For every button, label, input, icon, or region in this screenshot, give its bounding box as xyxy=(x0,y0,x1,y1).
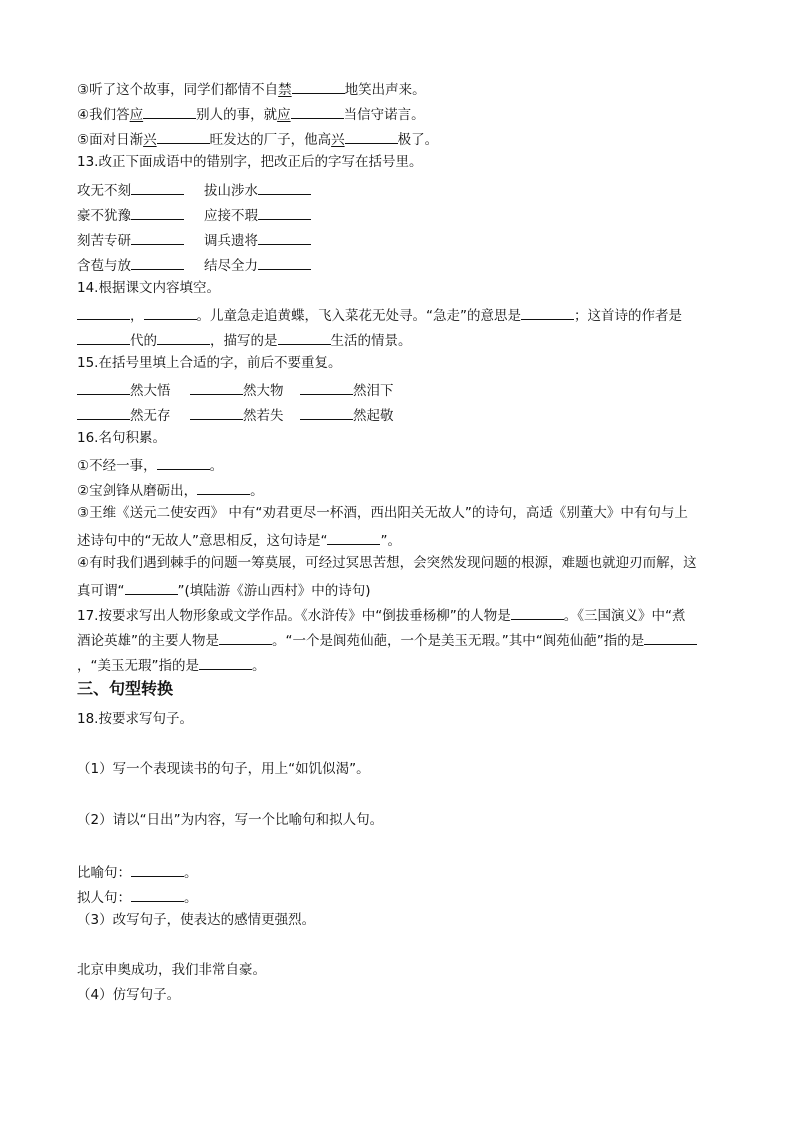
q13-idiom: 结尽全力 xyxy=(204,258,258,274)
q18-text: 。 xyxy=(184,865,198,881)
q15-blank[interactable] xyxy=(190,407,243,420)
q16-text: ②宝剑锋从磨砺出， xyxy=(77,483,198,499)
q15-word: 然无存 xyxy=(130,408,171,424)
q16-text: 。 xyxy=(250,483,264,499)
q14-text: ；这首诗的作者是 xyxy=(574,308,682,324)
q18-metaphor-line xyxy=(77,864,198,881)
q13-blank[interactable] xyxy=(258,257,311,270)
q12-item3-text-c: 地笑出声来。 xyxy=(344,82,426,98)
q17-line3 xyxy=(77,657,266,674)
q16-text: ①不经一事， xyxy=(77,458,157,474)
q14-text: ， xyxy=(130,308,144,324)
q17-blank[interactable] xyxy=(199,657,252,670)
q13-row xyxy=(204,207,311,224)
q17-text: 酒论英雄”的主要人物是 xyxy=(77,633,219,649)
q15-word: 然大悟 xyxy=(130,383,171,399)
q14-blank4[interactable] xyxy=(77,332,130,345)
q15-blank[interactable] xyxy=(77,407,130,420)
q12-item4 xyxy=(77,106,425,123)
q12-item4-blank1[interactable] xyxy=(143,106,196,119)
q18-label: 比喻句： xyxy=(77,865,131,881)
q16-blank[interactable] xyxy=(327,532,380,545)
q17-text: 。“一个是阆苑仙葩，一个是美玉无瑕。”其中“阆苑仙葩”指的是 xyxy=(272,633,645,649)
q16-blank[interactable] xyxy=(125,582,178,595)
q16-blank[interactable] xyxy=(157,457,210,470)
q16-text: ”。 xyxy=(380,533,401,549)
q15-row2 xyxy=(77,407,171,424)
q17-blank[interactable] xyxy=(644,632,697,645)
q12-item4-char2: 应 xyxy=(277,107,291,123)
q14-text: 。儿童急走追黄蝶，飞入菜花无处寻。“急走”的意思是 xyxy=(196,308,521,324)
q14-line1 xyxy=(77,307,682,324)
q17-blank[interactable] xyxy=(219,632,272,645)
q18-sub3: （3）改写句子，使表达的感情更强烈。 xyxy=(77,912,316,928)
q12-item3 xyxy=(77,81,426,98)
q12-item4-text-c: 别人的事，就 xyxy=(196,107,278,123)
q16-blank[interactable] xyxy=(197,482,250,495)
q18-sub1: （1）写一个表现读书的句子，用上“如饥似渴”。 xyxy=(77,761,370,777)
q15-word: 然起敬 xyxy=(353,408,394,424)
q13-idiom: 刻苦专研 xyxy=(77,233,131,249)
q13-blank[interactable] xyxy=(131,182,184,195)
q16-item4-line2 xyxy=(77,582,371,599)
q15-blank[interactable] xyxy=(190,382,243,395)
q14-blank6[interactable] xyxy=(278,332,331,345)
q13-idiom: 调兵遗将 xyxy=(204,233,258,249)
q14-title: 14.根据课文内容填空。 xyxy=(77,280,220,296)
q14-blank5[interactable] xyxy=(157,332,210,345)
q13-blank[interactable] xyxy=(258,232,311,245)
q13-blank[interactable] xyxy=(131,257,184,270)
q12-item4-text-a: ④我们答 xyxy=(77,107,130,123)
q15-blank[interactable] xyxy=(300,382,353,395)
q17-text: 17.按要求写出人物形象或文学作品。《水浒传》中“倒拔垂杨柳”的人物是 xyxy=(77,608,511,624)
q13-blank[interactable] xyxy=(258,207,311,220)
q15-cell xyxy=(300,407,394,424)
q12-item5-text-a: ⑤面对日渐 xyxy=(77,132,144,148)
q16-item1 xyxy=(77,457,223,474)
q14-blank2[interactable] xyxy=(144,307,197,320)
q13-row xyxy=(204,182,311,199)
q14-text: ，描写的是 xyxy=(210,333,278,349)
q18-text: 。 xyxy=(184,890,198,906)
q16-item4-line1: ④有时我们遇到棘手的问题一筹莫展，可经过冥思苦想，会突然发现问题的根源，难题也就迎刃而解，这 xyxy=(77,555,697,571)
q12-item5-text-c: 旺发达的厂子，他高 xyxy=(209,132,332,148)
q15-blank[interactable] xyxy=(300,407,353,420)
q15-title: 15.在括号里填上合适的字，前后不要重复。 xyxy=(77,355,342,371)
q18-sub4: （4）仿写句子。 xyxy=(77,987,181,1003)
q12-item5 xyxy=(77,131,438,148)
q16-text: 。 xyxy=(209,458,224,474)
q15-word: 然若失 xyxy=(243,408,284,424)
q13-idiom: 含苞与放 xyxy=(77,258,131,274)
q17-text: ，“美玉无瑕”指的是 xyxy=(77,658,199,674)
q18-sub3-text: 北京申奥成功，我们非常自豪。 xyxy=(77,962,266,978)
q13-idiom: 应接不瑕 xyxy=(204,208,258,224)
q18-blank[interactable] xyxy=(131,889,184,902)
section-heading: 三、句型转换 xyxy=(77,679,174,698)
q18-sub2: （2）请以“日出”为内容，写一个比喻句和拟人句。 xyxy=(77,812,384,828)
q16-item3-line1: ③王维《送元二使安西》 中有“劝君更尽一杯酒，西出阳关无故人”的诗句，高适《别董大》中有句与上 xyxy=(77,505,688,521)
q16-text: 述诗句中的“无故人”意思相反，这句诗是“ xyxy=(77,533,328,549)
q12-item4-blank2[interactable] xyxy=(291,106,344,119)
q12-item5-char2: 兴 xyxy=(331,132,345,148)
q17-line2 xyxy=(77,632,697,649)
q15-cell xyxy=(190,407,284,424)
q12-item5-blank2[interactable] xyxy=(345,131,398,144)
q14-blank3[interactable] xyxy=(521,307,574,320)
q18-blank[interactable] xyxy=(131,864,184,877)
q17-blank[interactable] xyxy=(511,607,564,620)
q12-item3-text-a: ③听了这个故事，同学们都情不自 xyxy=(77,82,279,98)
q12-item5-blank1[interactable] xyxy=(157,131,210,144)
q16-text: 真可谓“ xyxy=(77,583,125,599)
q15-row1 xyxy=(77,382,171,399)
q12-item3-blank[interactable] xyxy=(292,81,345,94)
q13-row xyxy=(77,232,184,249)
q13-idiom: 豪不犹豫 xyxy=(77,208,131,224)
q18-personify-line xyxy=(77,889,198,906)
q17-line1 xyxy=(77,607,685,624)
q13-title: 13.改正下面成语中的错别字，把改正后的字写在括号里。 xyxy=(77,154,423,170)
q15-blank[interactable] xyxy=(77,382,130,395)
q17-text: 。 xyxy=(252,658,266,674)
q15-cell xyxy=(300,382,394,399)
q13-blank[interactable] xyxy=(131,207,184,220)
q18-label: 拟人句： xyxy=(77,890,131,906)
q12-item4-text-e: 当信守诺言。 xyxy=(343,107,425,123)
q14-line2 xyxy=(77,332,412,349)
q13-row xyxy=(204,257,311,274)
q17-text: 。《三国演义》中“煮 xyxy=(563,608,686,624)
q14-text: 生活的情景。 xyxy=(330,333,412,349)
q13-idiom: 拔山涉水 xyxy=(204,183,258,199)
q16-title: 16.名句积累。 xyxy=(77,430,166,446)
q18-title: 18.按要求写句子。 xyxy=(77,711,193,727)
q13-row xyxy=(77,207,184,224)
q12-item4-char1: 应 xyxy=(129,107,144,123)
q16-text: ”(填陆游《游山西村》中的诗句) xyxy=(177,583,371,599)
q15-word: 然大物 xyxy=(243,383,284,399)
q16-item3-line2 xyxy=(77,532,401,549)
q16-item2 xyxy=(77,482,264,499)
q12-item3-char: 禁 xyxy=(278,82,292,98)
q14-blank1[interactable] xyxy=(77,307,130,320)
q13-row xyxy=(77,257,184,274)
q13-row xyxy=(204,232,311,249)
q13-row xyxy=(77,182,184,199)
q12-item5-char1: 兴 xyxy=(143,132,157,148)
q14-text: 代的 xyxy=(130,333,157,349)
q15-word: 然泪下 xyxy=(353,383,394,399)
q13-blank[interactable] xyxy=(131,232,184,245)
q12-item5-text-e: 极了。 xyxy=(397,132,439,148)
q13-idiom: 攻无不刻 xyxy=(77,183,131,199)
q15-cell xyxy=(190,382,284,399)
q13-blank[interactable] xyxy=(258,182,311,195)
